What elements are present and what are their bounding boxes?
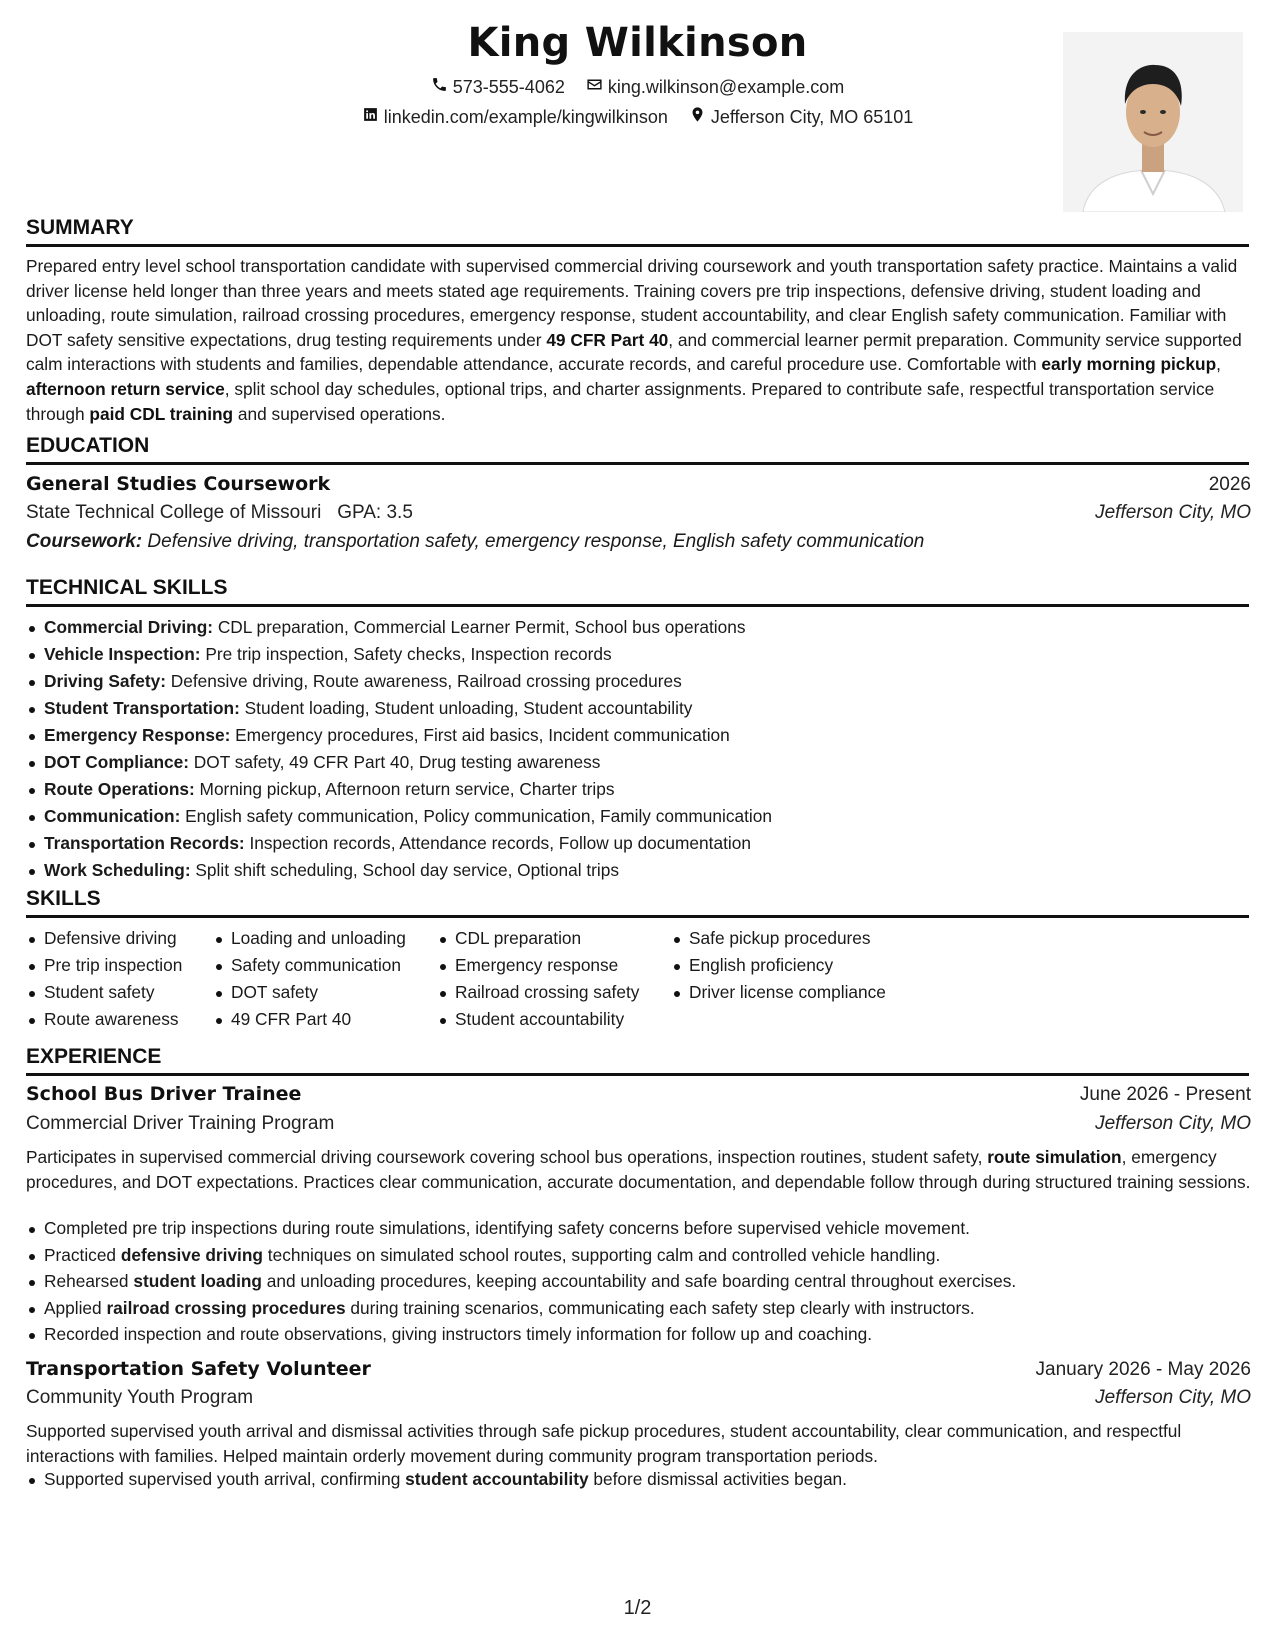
page-number: 1/2 [623, 1597, 652, 1619]
summary-bold: afternoon return service [26, 378, 225, 399]
coursework-text: Defensive driving, transportation safety, emergency response, English safety communication [147, 531, 925, 552]
technical-skill-value: Morning pickup, Afternoon return service, Charter trips [194, 779, 615, 799]
summary-text: , [1216, 354, 1221, 375]
gpa: GPA: 3.5 [337, 502, 413, 523]
job-2-description [26, 1419, 1251, 1468]
summary-bold: early morning pickup [1041, 354, 1217, 375]
profile-photo [1063, 32, 1243, 212]
technical-skill-item [26, 695, 1251, 722]
job-2-org-line [26, 1387, 1251, 1409]
technical-skill-label: Transportation Records: [44, 833, 245, 853]
job-description-text: , emergency procedures, and DOT expectations. Practices clear communication, accurate documentation, and dependable follow through during structured training sessions. [26, 1147, 1251, 1192]
skill-item: CDL preparation [437, 925, 671, 952]
technical-skill-value: Emergency procedures, First aid basics, Incident communication [230, 725, 730, 745]
section-title-summary: SUMMARY [26, 216, 1249, 247]
job-1-header [26, 1083, 1251, 1106]
bullet-bold: student accountability [405, 1469, 589, 1489]
coursework-line [26, 531, 1251, 553]
school-name: State Technical College of Missouri [26, 502, 322, 523]
degree-title: General Studies Coursework [26, 473, 331, 495]
section-title-technical-skills: TECHNICAL SKILLS [26, 576, 1249, 607]
skill-item: Driver license compliance [671, 979, 911, 1006]
technical-skill-label: Work Scheduling: [44, 860, 191, 880]
bullet-text: techniques on simulated school routes, supporting calm and controlled vehicle handling. [262, 1244, 941, 1265]
skill-item: Railroad crossing safety [437, 979, 671, 1006]
technical-skill-label: Vehicle Inspection: [44, 644, 201, 664]
bullet-text: Applied [44, 1297, 107, 1318]
education-header [26, 473, 1251, 496]
job-1-dates: June 2026 - Present [1079, 1084, 1251, 1105]
phone-number: 573-555-4062 [452, 76, 565, 97]
technical-skill-item [26, 803, 1251, 830]
technical-skill-value: DOT safety, 49 CFR Part 40, Drug testing awareness [188, 752, 601, 772]
summary-text: , and commercial learner permit preparation. Community service supported calm interactions with students and families, dependable attendance, accurate records, and careful procedure use. Comfortable with [26, 329, 1242, 375]
linkedin-item [362, 106, 668, 128]
job-description-text: Participates in supervised commercial driving coursework covering school bus operations, inspection routines, student safety, [26, 1147, 988, 1167]
summary-text: and supervised operations. [233, 403, 446, 424]
technical-skill-item [26, 776, 1251, 803]
technical-skill-label: Emergency Response: [44, 725, 231, 745]
job-description-text: Supported supervised youth arrival and dismissal activities through safe pickup procedures, student accountability, clear communication, and respectful interactions with families. Helped maintain orderly movement during community program transportation periods. [26, 1421, 1182, 1466]
envelope-icon [586, 76, 608, 98]
phone-icon [431, 76, 453, 98]
job-1-role: School Bus Driver Trainee [26, 1083, 302, 1105]
technical-skill-label: DOT Compliance: [44, 752, 189, 772]
skills-column [437, 925, 671, 1033]
skills-column [213, 925, 437, 1033]
bullet-text: Practiced [44, 1244, 121, 1265]
summary-bold: 49 CFR Part 40 [546, 329, 669, 350]
coursework-label: Coursework: [26, 531, 143, 552]
technical-skill-value: Pre trip inspection, Safety checks, Inspection records [200, 644, 612, 664]
technical-skill-value: CDL preparation, Commercial Learner Permit, School bus operations [213, 617, 746, 637]
email-item [586, 76, 844, 98]
bullet-text: Rehearsed [44, 1271, 134, 1291]
bullet-text: and unloading procedures, keeping accountability and safe boarding central throughout exercises. [261, 1271, 1017, 1291]
skill-item: English proficiency [671, 952, 911, 979]
candidate-name: King Wilkinson [467, 20, 808, 66]
experience-bullet [26, 1466, 1251, 1493]
map-pin-icon [689, 106, 711, 128]
technical-skill-item [26, 857, 1251, 884]
location-text: Jefferson City, MO 65101 [710, 106, 914, 127]
bullet-text: Supported supervised youth arrival, confirming [44, 1469, 406, 1489]
section-title-education: EDUCATION [26, 434, 1249, 465]
technical-skill-value: Split shift scheduling, School day service, Optional trips [190, 860, 619, 880]
technical-skill-value: Inspection records, Attendance records, Follow up documentation [244, 833, 751, 853]
job-2-bullets [26, 1466, 1251, 1493]
bullet-bold: railroad crossing procedures [106, 1297, 346, 1318]
summary-text [26, 254, 1251, 426]
school-location: Jefferson City, MO [1095, 502, 1251, 523]
skill-item: Safety communication [213, 952, 437, 979]
skill-item: Route awareness [26, 1006, 213, 1033]
linkedin-icon [362, 106, 384, 128]
bullet-bold: defensive driving [120, 1244, 263, 1265]
technical-skills-list [26, 614, 1251, 884]
technical-skill-value: Defensive driving, Route awareness, Railroad crossing procedures [165, 671, 682, 691]
technical-skill-label: Driving Safety: [44, 671, 166, 691]
job-1-location: Jefferson City, MO [1095, 1113, 1251, 1134]
bullet-bold: student loading [133, 1271, 262, 1291]
education-school-line [26, 502, 1251, 524]
skill-item: Emergency response [437, 952, 671, 979]
job-1-description [26, 1145, 1251, 1194]
phone-item [431, 76, 565, 98]
job-2-header [26, 1358, 1251, 1381]
technical-skill-item [26, 641, 1251, 668]
skill-item: Loading and unloading [213, 925, 437, 952]
technical-skill-item [26, 614, 1251, 641]
summary-text: , split school day schedules, optional trips, and charter assignments. Prepared to contribute safe, respectful transportation service through [26, 378, 1215, 424]
skills-column [26, 925, 213, 1033]
technical-skill-item [26, 830, 1251, 857]
technical-skill-label: Commercial Driving: [44, 617, 214, 637]
skill-item: Defensive driving [26, 925, 213, 952]
technical-skill-item [26, 668, 1251, 695]
skill-item: Pre trip inspection [26, 952, 213, 979]
skill-item: Safe pickup procedures [671, 925, 911, 952]
experience-bullet [26, 1268, 1251, 1295]
technical-skill-label: Communication: [44, 806, 181, 826]
section-title-skills: SKILLS [26, 887, 1249, 918]
section-title-experience: EXPERIENCE [26, 1045, 1249, 1076]
skill-item: Student safety [26, 979, 213, 1006]
school-info [26, 502, 413, 524]
linkedin-url: linkedin.com/example/kingwilkinson [383, 106, 668, 127]
location-item [689, 106, 913, 128]
technical-skill-value: Student loading, Student unloading, Student accountability [239, 698, 693, 718]
summary-text: Prepared entry level school transportation candidate with supervised commercial driving coursework and youth transportation safety practice. Maintains a valid driver license held longer than three years and meets stated age requirements. Training covers pre trip inspections, defensive driving, student loading and unloading, route simulation, railroad crossing procedures, emergency response, student accountability, and clear English safety communication. Familiar with DOT safety sensitive expectations, drug testing requirements under [26, 256, 1238, 350]
technical-skill-item [26, 722, 1251, 749]
job-1-org-line [26, 1113, 1251, 1135]
summary-bold: paid CDL training [89, 403, 234, 424]
experience-bullet [26, 1295, 1251, 1322]
skill-item: 49 CFR Part 40 [213, 1006, 437, 1033]
bullet-text: during training scenarios, communicating each safety step clearly with instructors. [345, 1297, 975, 1318]
technical-skill-value: English safety communication, Policy communication, Family communication [180, 806, 772, 826]
technical-skill-label: Route Operations: [44, 779, 195, 799]
technical-skill-item [26, 749, 1251, 776]
job-2-location: Jefferson City, MO [1095, 1387, 1251, 1408]
job-2-role: Transportation Safety Volunteer [26, 1358, 371, 1380]
job-2-dates: January 2026 - May 2026 [1035, 1359, 1251, 1380]
technical-skill-label: Student Transportation: [44, 698, 240, 718]
skills-column [671, 925, 911, 1033]
bullet-text: before dismissal activities began. [588, 1469, 847, 1489]
skills-grid [26, 925, 911, 1033]
skill-item: Student accountability [437, 1006, 671, 1033]
experience-bullet [26, 1242, 1251, 1269]
skill-item: DOT safety [213, 979, 437, 1006]
email-address: king.wilkinson@example.com [607, 76, 845, 97]
job-2-org: Community Youth Program [26, 1387, 254, 1408]
job-1-org: Commercial Driver Training Program [26, 1113, 335, 1134]
job-description-bold: route simulation [987, 1147, 1122, 1167]
coursework [26, 531, 924, 553]
job-1-bullets [26, 1215, 1251, 1348]
experience-bullet [26, 1321, 1251, 1348]
graduation-year: 2026 [1208, 474, 1251, 495]
experience-bullet [26, 1215, 1251, 1242]
bullet-text: Completed pre trip inspections during route simulations, identifying safety concerns before supervised vehicle movement. [44, 1218, 970, 1238]
bullet-text: Recorded inspection and route observations, giving instructors timely information for follow up and coaching. [44, 1324, 873, 1344]
